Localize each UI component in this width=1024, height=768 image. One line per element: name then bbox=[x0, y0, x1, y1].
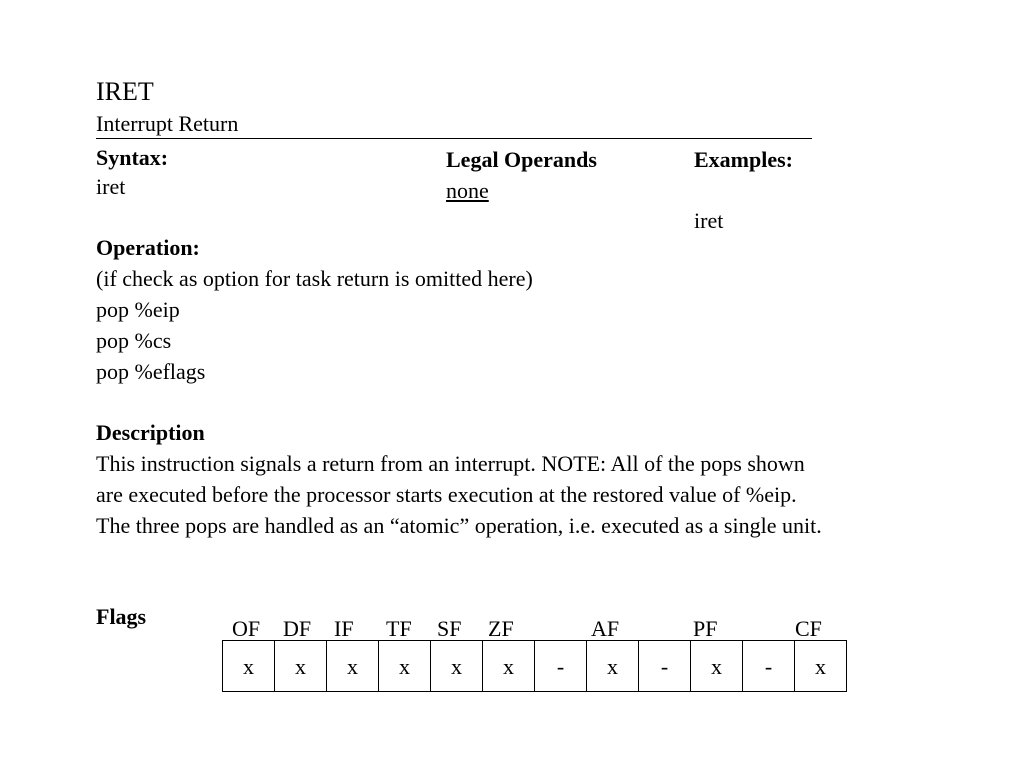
operation-heading: Operation: bbox=[96, 235, 200, 260]
flags-table bbox=[222, 640, 847, 692]
flag-label-tf: TF bbox=[386, 616, 412, 641]
description-heading: Description bbox=[96, 420, 205, 445]
examples-value: iret bbox=[694, 208, 724, 233]
legal-operands-value: none bbox=[446, 178, 489, 203]
legal-operands-heading: Legal Operands bbox=[446, 147, 597, 172]
flag-cell: x bbox=[327, 641, 379, 692]
description-line: The three pops are handled as an “atomic” operation, i.e. executed as a single unit. bbox=[96, 513, 822, 538]
operation-line: pop %eflags bbox=[96, 359, 206, 384]
flag-label-if: IF bbox=[334, 616, 354, 641]
flag-label-pf: PF bbox=[693, 616, 718, 641]
operation-line: (if check as option for task return is omitted here) bbox=[96, 266, 533, 291]
flag-cell: x bbox=[587, 641, 639, 692]
syntax-value: iret bbox=[96, 174, 126, 199]
flag-cell: x bbox=[431, 641, 483, 692]
flag-cell: - bbox=[535, 641, 587, 692]
flag-label-cf: CF bbox=[795, 616, 822, 641]
instruction-subtitle: Interrupt Return bbox=[96, 110, 812, 139]
syntax-heading: Syntax: bbox=[96, 145, 169, 170]
instruction-title: IRET bbox=[96, 77, 154, 106]
description-line: are executed before the processor starts execution at the restored value of %eip. bbox=[96, 482, 797, 507]
flag-cell: - bbox=[743, 641, 795, 692]
flag-label-af: AF bbox=[591, 616, 620, 641]
examples-heading: Examples: bbox=[694, 147, 793, 172]
flag-label-sf: SF bbox=[437, 616, 462, 641]
flag-cell: x bbox=[223, 641, 275, 692]
flag-cell: x bbox=[483, 641, 535, 692]
flag-cell: x bbox=[379, 641, 431, 692]
flag-label-df: DF bbox=[283, 616, 312, 641]
flag-label-zf: ZF bbox=[488, 616, 514, 641]
flag-cell: x bbox=[275, 641, 327, 692]
flag-label-of: OF bbox=[232, 616, 261, 641]
flag-cell: - bbox=[639, 641, 691, 692]
flags-heading: Flags bbox=[96, 604, 147, 629]
flag-cell: x bbox=[691, 641, 743, 692]
operation-line: pop %cs bbox=[96, 328, 172, 353]
flag-cell: x bbox=[795, 641, 847, 692]
operation-line: pop %eip bbox=[96, 297, 180, 322]
description-line: This instruction signals a return from an interrupt. NOTE: All of the pops shown bbox=[96, 451, 805, 476]
flags-row bbox=[223, 641, 847, 692]
